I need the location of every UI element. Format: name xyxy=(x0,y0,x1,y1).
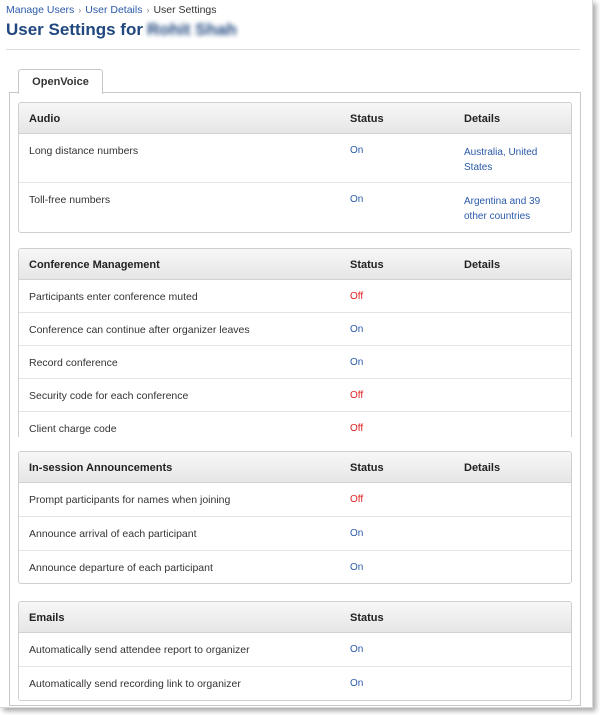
table-row xyxy=(19,183,571,231)
status-value: On xyxy=(350,528,364,539)
breadcrumb-manage-users[interactable]: Manage Users xyxy=(6,4,75,16)
status-value: On xyxy=(350,194,364,205)
status-column-header: Status xyxy=(350,612,384,624)
status-value: On xyxy=(350,357,364,368)
setting-label: Client charge code xyxy=(29,423,117,435)
status-column-header: Status xyxy=(350,462,384,474)
audio-section xyxy=(18,102,572,233)
setting-label: Long distance numbers xyxy=(29,145,139,157)
page-title xyxy=(6,20,237,40)
tab-panel xyxy=(9,92,581,706)
setting-label: Security code for each conference xyxy=(29,390,189,402)
conference-header xyxy=(19,249,571,280)
table-row xyxy=(19,280,571,313)
status-value: Off xyxy=(350,423,364,434)
status-value: On xyxy=(350,678,364,689)
table-row xyxy=(19,313,571,346)
conference-section xyxy=(18,248,572,437)
status-value: On xyxy=(350,145,364,156)
page-title-text: User Settings for xyxy=(6,20,143,39)
status-value: Off xyxy=(350,390,364,401)
status-value: On xyxy=(350,562,364,573)
details-link[interactable]: Australia, United States xyxy=(464,147,538,173)
setting-label: Announce departure of each participant xyxy=(29,562,213,574)
table-row xyxy=(19,346,571,379)
table-row xyxy=(19,551,571,584)
table-row xyxy=(19,379,571,412)
setting-label: Participants enter conference muted xyxy=(29,291,198,303)
emails-section xyxy=(18,601,572,701)
setting-label: Announce arrival of each participant xyxy=(29,528,197,540)
announcements-header xyxy=(19,452,571,483)
setting-label: Toll-free numbers xyxy=(29,194,111,206)
status-value: Off xyxy=(350,291,364,302)
status-value: On xyxy=(350,644,364,655)
setting-label: Automatically send attendee report to organizer xyxy=(29,644,250,656)
audio-header xyxy=(19,103,571,134)
conference-title: Conference Management xyxy=(29,259,160,271)
emails-header xyxy=(19,602,571,633)
breadcrumb-separator-icon: › xyxy=(146,5,150,15)
breadcrumb xyxy=(6,4,217,16)
details-column-header: Details xyxy=(464,113,501,125)
title-divider xyxy=(6,49,580,50)
table-row xyxy=(19,667,571,700)
setting-label: Prompt participants for names when joining xyxy=(29,494,231,506)
status-column-header: Status xyxy=(350,259,384,271)
status-column-header: Status xyxy=(350,113,384,125)
table-row xyxy=(19,134,571,183)
user-name: Rohit Shah xyxy=(146,20,237,39)
setting-label: Automatically send recording link to organizer xyxy=(29,678,241,690)
announcements-section xyxy=(18,451,572,584)
table-row xyxy=(19,517,571,551)
status-value: Off xyxy=(350,494,364,505)
details-column-header: Details xyxy=(464,259,501,271)
emails-title: Emails xyxy=(29,612,65,624)
setting-label: Conference can continue after organizer leaves xyxy=(29,324,250,336)
table-row xyxy=(19,412,571,437)
table-row xyxy=(19,633,571,667)
table-row xyxy=(19,483,571,517)
details-column-header: Details xyxy=(464,462,501,474)
breadcrumb-current: User Settings xyxy=(153,4,217,16)
setting-label: Record conference xyxy=(29,357,118,369)
details-link[interactable]: Argentina and 39 other countries xyxy=(464,196,541,222)
audio-title: Audio xyxy=(29,113,61,125)
status-value: On xyxy=(350,324,364,335)
breadcrumb-separator-icon: › xyxy=(78,5,82,15)
announcements-title: In-session Announcements xyxy=(29,462,173,474)
breadcrumb-user-details[interactable]: User Details xyxy=(85,4,143,16)
tab-openvoice[interactable]: OpenVoice xyxy=(18,69,103,94)
